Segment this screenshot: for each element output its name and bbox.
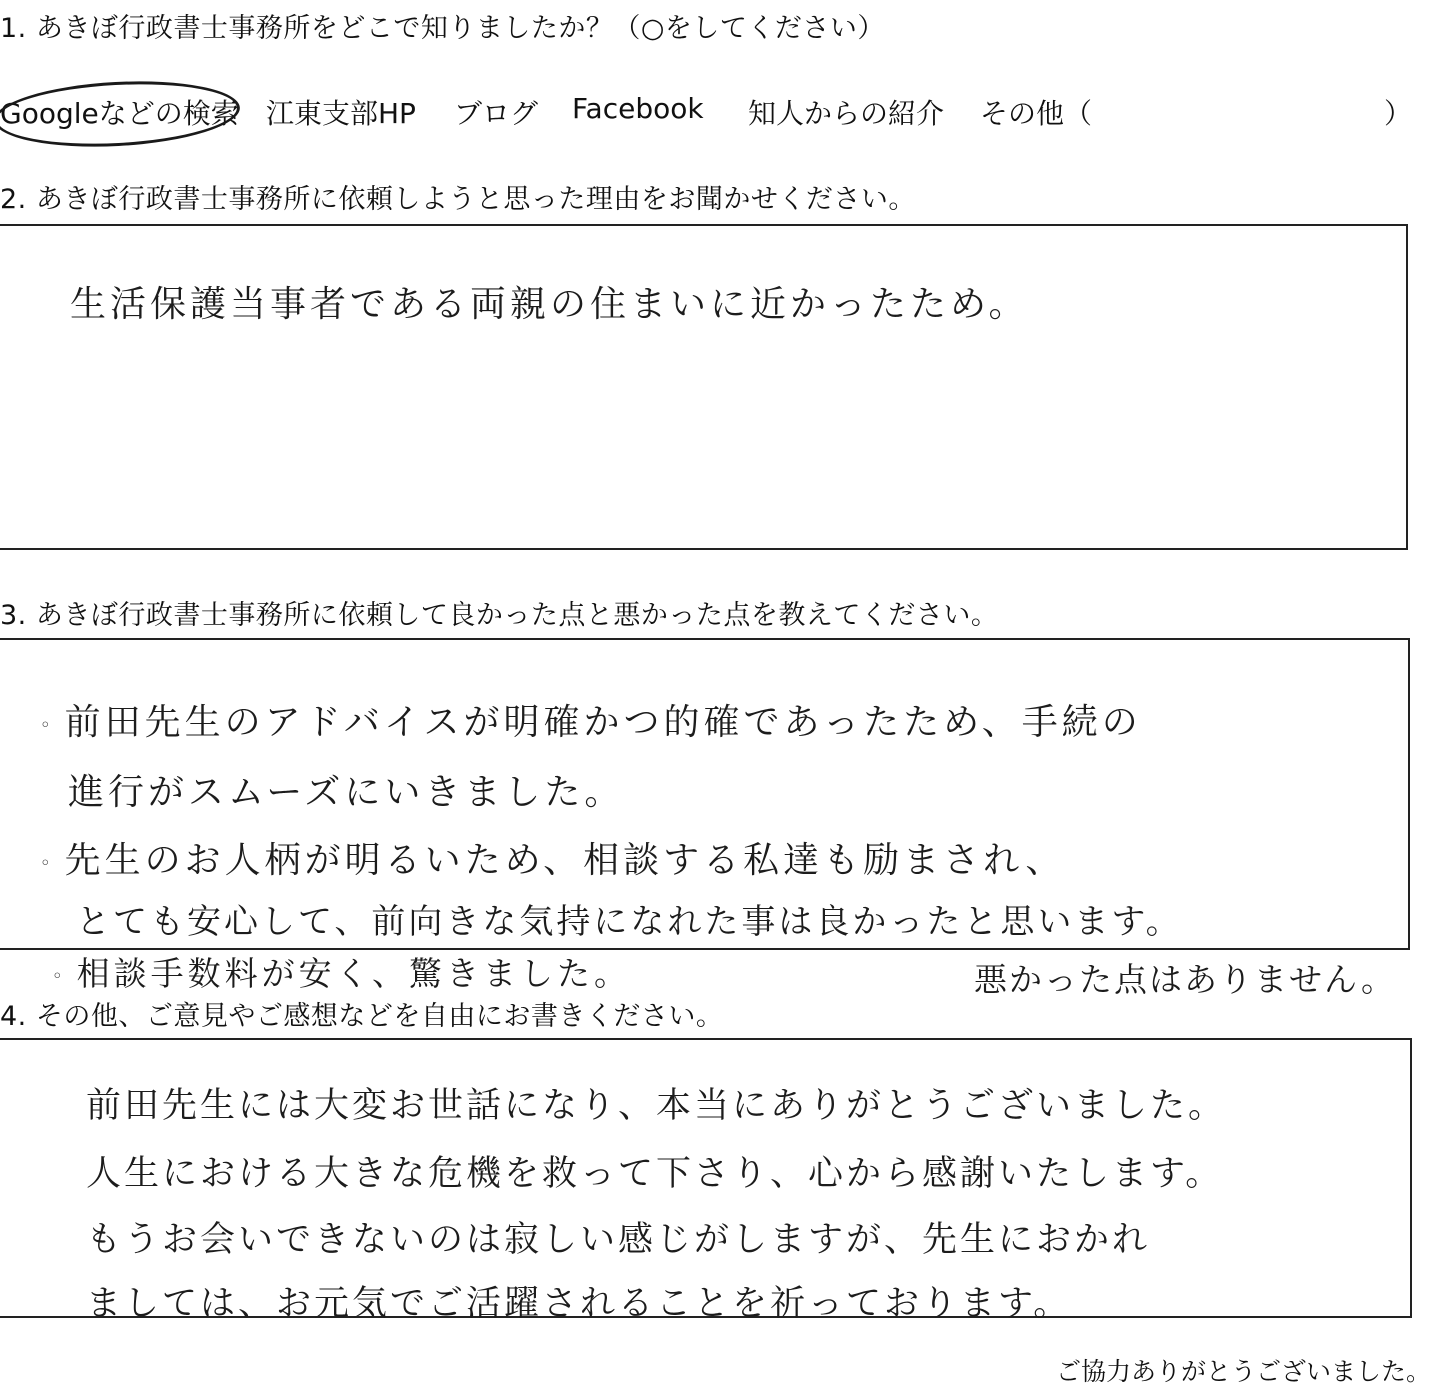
question-4: 4. その他、ご意見やご感想などを自由にお書きください。 xyxy=(0,1001,724,1032)
bullet-icon: ◦ xyxy=(52,965,67,987)
q3-line-5: ◦ 相談手数料が安く、驚きました。 xyxy=(52,954,631,993)
q2-answer-text: 生活保護当事者である両親の住まいに近かったため。 xyxy=(70,284,1029,325)
q1-option-label: Facebook xyxy=(572,92,704,125)
q1-option-label: その他（ xyxy=(980,97,1093,130)
q1-option-other-close: ） xyxy=(1384,97,1413,130)
q1-option-label: 江東支部HP xyxy=(266,97,416,130)
thank-you-note: ご協力ありがとうございました。 xyxy=(1055,1357,1431,1386)
q1-option-blog[interactable] xyxy=(454,92,538,132)
q1-option-label: ブログ xyxy=(454,97,539,130)
q2-answer-box[interactable] xyxy=(0,224,1408,550)
q1-options xyxy=(0,86,1439,136)
q3-line-4: とても安心して、前向きな気持になれた事は良かったと思います。 xyxy=(76,902,1183,942)
q3-line-1: ◦ 前田先生のアドバイスが明確かつ的確であったため、手続の xyxy=(40,702,1142,743)
q1-option-other[interactable] xyxy=(980,92,1092,132)
q4-line-3: もうお会いできないのは寂しい感じがしますが、先生におかれ xyxy=(86,1220,1151,1260)
q4-line-1: 前田先生には大変お世話になり、本当にありがとうございました。 xyxy=(86,1086,1227,1126)
question-3: 3. あきぼ行政書士事務所に依頼して良かった点と悪かった点を教えてください。 xyxy=(0,600,999,631)
q1-option-koto-branch-hp[interactable] xyxy=(266,92,416,132)
selection-circle xyxy=(0,76,242,153)
bullet-icon: ◦ xyxy=(40,852,55,874)
q1-option-acquaintance[interactable] xyxy=(748,92,944,132)
question-2: 2. あきぼ行政書士事務所に依頼しようと思った理由をお聞かせください。 xyxy=(0,184,916,215)
q1-option-label: 知人からの紹介 xyxy=(748,97,945,130)
question-1: 1. あきぼ行政書士事務所をどこで知りましたか？（○をしてください） xyxy=(0,13,885,44)
q4-line-4: ましては、お元気でご活躍されることを祈っております。 xyxy=(86,1284,1072,1324)
bullet-icon: ◦ xyxy=(40,714,55,736)
q3-line-2: 進行がスムーズにいきました。 xyxy=(68,772,625,813)
q3-bad-points: 悪かった点はありません。 xyxy=(974,960,1396,999)
q1-option-facebook[interactable] xyxy=(572,92,704,125)
q4-line-2: 人生における大きな危機を救って下さり、心から感謝いたします。 xyxy=(86,1154,1224,1194)
q1-option-google-search[interactable] xyxy=(0,92,239,132)
q1-option-label: Googleなどの検索 xyxy=(0,97,239,130)
q3-line-3: ◦ 先生のお人柄が明るいため、相談する私達も励まされ、 xyxy=(40,840,1066,881)
